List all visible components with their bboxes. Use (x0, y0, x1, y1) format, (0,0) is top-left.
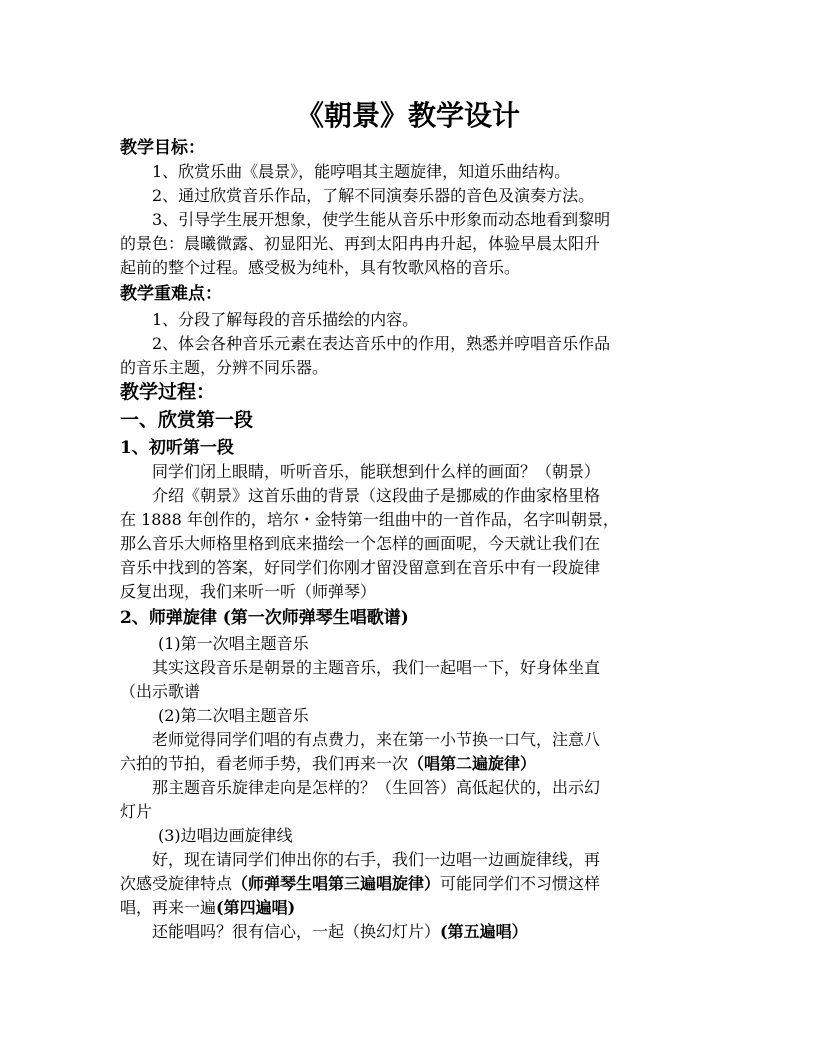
step-3-line-1: 好，现在请同学们伸出你的右手，我们一边唱一边画旋律线，再 (152, 850, 601, 869)
section-1-heading: 一、欣赏第一段 (120, 409, 254, 431)
process-heading: 教学过程： (120, 381, 216, 403)
step-3-line-3-text: 唱，再来一遍 (120, 898, 217, 917)
goal-3-line-3: 起前的整个过程。感受极为纯朴，具有牧歌风格的音乐。 (120, 258, 521, 277)
step-1-line-2: （出示歌谱 (120, 682, 201, 701)
step-2-line-3: 那主题音乐旋律走向是怎样的？（生回答）高低起伏的，出示幻 (152, 778, 601, 797)
step-2-line-4: 灯片 (120, 802, 153, 821)
step-2-line-2-bold: （唱第二遍旋律） (408, 754, 537, 773)
step-2-line-2-text: 六拍的节拍，看老师手势，我们再来一次 (120, 754, 409, 773)
step-3-line-4 (152, 920, 528, 944)
goal-1: 1、欣赏乐曲《晨景》，能哼唱其主题旋律，知道乐曲结构。 (152, 162, 571, 181)
subsection-1-heading: 1、初听第一段 (120, 438, 234, 458)
step-2-heading: (2)第二次唱主题音乐 (158, 706, 309, 725)
paragraph-2-line-3: 那么音乐大师格里格到底来描绘一个怎样的画面呢，今天就让我们在 (120, 534, 601, 553)
step-3-line-4-text: 还能唱吗？很有信心，一起（换幻灯片） (152, 922, 441, 941)
step-3-line-2-bold: （师弹琴生唱第三遍唱旋律） (232, 874, 441, 893)
step-3-heading: (3)边唱边画旋律线 (158, 826, 293, 845)
step-2-line-2 (120, 752, 536, 776)
goal-2: 2、通过欣赏音乐作品，了解不同演奏乐器的音色及演奏方法。 (152, 186, 595, 205)
key-point-2-line-2: 的音乐主题，分辨不同乐器。 (120, 358, 329, 377)
paragraph-2-line-5: 反复出现，我们来听一听（师弹琴） (120, 582, 377, 601)
paragraph-2-line-2: 在 1888 年创作的，培尔・金特第一组曲中的一首作品，名字叫朝景， (120, 510, 619, 529)
step-3-line-3-bold: (第四遍唱) (216, 898, 296, 917)
step-1-line-1: 其实这段音乐是朝景的主题音乐，我们一起唱一下，好身体坐直 (152, 658, 601, 677)
goal-3-line-1: 3、引导学生展开想象，使学生能从音乐中形象而动态地看到黎明 (152, 210, 611, 229)
subsection-2-heading: 2、师弹旋律 (第一次师弹琴生唱歌谱) (120, 608, 409, 628)
step-3-line-2-tail: 可能同学们不习惯这样 (440, 874, 601, 893)
paragraph-2-line-4: 音乐中找到的答案，好同学们你刚才留没留意到在音乐中有一段旋律 (120, 558, 601, 577)
goals-heading: 教学目标： (120, 138, 205, 158)
key-point-1: 1、分段了解每段的音乐描绘的内容。 (152, 310, 419, 329)
step-2-line-1: 老师觉得同学们唱的有点费力，来在第一小节换一口气，注意八 (152, 730, 601, 749)
document-title: 《朝景》教学设计 (295, 99, 520, 132)
step-3-line-4-bold: (第五遍唱） (440, 922, 528, 941)
step-3-line-3 (120, 896, 295, 920)
step-3-line-2 (120, 872, 600, 896)
step-1-heading: (1)第一次唱主题音乐 (158, 634, 309, 653)
step-3-line-2-text: 次感受旋律特点 (120, 874, 233, 893)
key-point-2-line-1: 2、体会各种音乐元素在表达音乐中的作用，熟悉并哼唱音乐作品 (152, 334, 611, 353)
paragraph-2-line-1: 介绍《朝景》这首乐曲的背景（这段曲子是挪威的作曲家格里格 (152, 486, 601, 505)
goal-3-line-2: 的景色：晨曦微露、初显阳光、再到太阳冉冉升起，体验早晨太阳升 (120, 234, 601, 253)
key-points-heading: 教学重难点： (120, 284, 222, 304)
paragraph-1: 同学们闭上眼睛，听听音乐，能联想到什么样的画面？（朝景） (152, 462, 601, 481)
